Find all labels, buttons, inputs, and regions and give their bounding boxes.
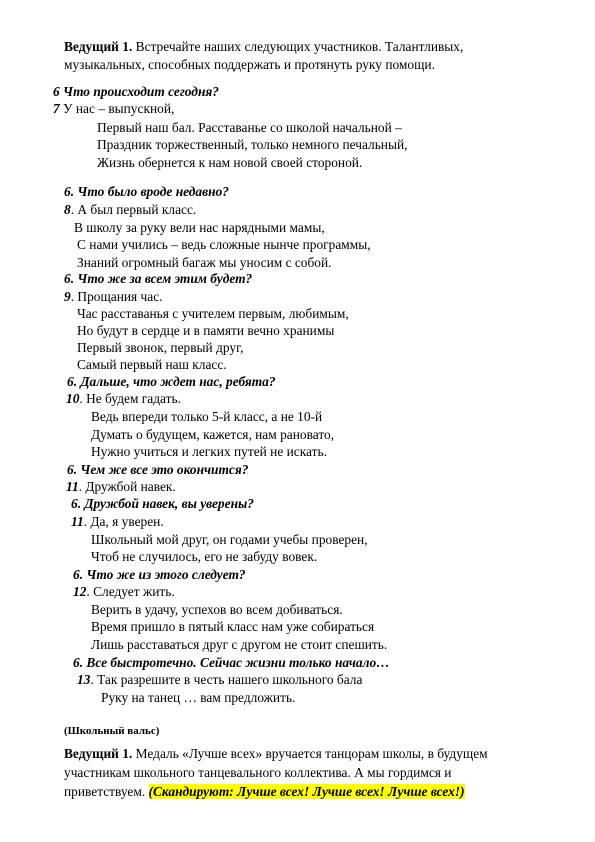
verse-line: Знаний огромный багаж мы уносим с собой. (77, 255, 332, 270)
answer-text: . Так разрешите в честь нашего школьного бала (90, 672, 363, 687)
answer-text: У нас – выпускной, (59, 101, 175, 116)
verse-line: Самый первый наш класс. (77, 357, 227, 372)
answer-text: . Не будем гадать. (79, 391, 181, 406)
speaker-label: Ведущий 1. (64, 39, 133, 54)
outro-text-1: Медаль «Лучше всех» вручается танцорам школы, в будущем (132, 746, 488, 761)
question-line: 6. Дружбой навек, вы уверены? (71, 496, 254, 511)
intro-text-2: музыкальных, способных поддержать и протянуть руку помощи. (64, 57, 435, 72)
answer-number: 7 (53, 101, 60, 116)
chant-highlight: (Скандируют: Лучше всех! Лучше всех! Лучше всех!) (148, 784, 465, 799)
question-line: 6. Что было вроде недавно? (64, 184, 229, 199)
question-line: 6. Все быстротечно. Сейчас жизни только начало… (73, 655, 390, 670)
answer-text: . Прощания час. (70, 289, 163, 304)
verse-line: Но будут в сердце и в памяти вечно хранимы (77, 323, 335, 338)
answer-line (66, 478, 176, 495)
question-line: 6. Что же за всем этим будет? (64, 271, 253, 286)
answer-text: . Дружбой навек. (78, 479, 176, 494)
answer-line (66, 390, 181, 407)
intro-text-1: Встречайте наших следующих участников. Талантливых, (132, 39, 464, 54)
answer-number: 9 (64, 289, 71, 304)
answer-text: . А был первый класс. (70, 202, 197, 217)
verse-line: В школу за руку вели нас нарядными мамы, (74, 220, 325, 235)
verse-line: Время пришло в пятый класс нам уже собираться (91, 619, 375, 634)
verse-line: С нами учились – ведь сложные нынче программы, (77, 237, 371, 252)
verse-line: Лишь расставаться друг с другом не стоит спешить. (91, 637, 388, 652)
verse-line: Жизнь обернется к нам новой своей стороной. (97, 155, 363, 170)
verse-line: Первый звонок, первый друг, (77, 340, 244, 355)
answer-number: 13 (77, 672, 91, 687)
answer-line (73, 583, 175, 600)
stage-direction: (Школьный вальс) (64, 725, 160, 737)
question-line (53, 83, 219, 100)
verse-line: Нужно учиться и легких путей не искать. (91, 444, 327, 459)
answer-text: . Следует жить. (86, 584, 175, 599)
answer-text: . Да, я уверен. (83, 514, 164, 529)
question-line: 6. Что же из этого следует? (73, 567, 246, 582)
outro-text-3: приветствуем. (64, 784, 149, 799)
answer-number: 11 (66, 479, 79, 494)
speaker-label: Ведущий 1. (64, 746, 133, 761)
outro-line-1 (64, 745, 488, 762)
verse-line: Первый наш бал. Расставанье со школой начальной – (97, 120, 402, 135)
verse-line: Верить в удачу, успехов во всем добиваться. (91, 602, 343, 617)
answer-line (53, 100, 174, 117)
verse-line: Думать о будущем, кажется, нам рановато, (91, 427, 335, 442)
intro-line-1 (64, 38, 463, 55)
verse-line: Праздник торжественный, только немного печальный, (97, 137, 408, 152)
answer-number: 10 (66, 391, 80, 406)
answer-line (64, 201, 196, 218)
question-number: 6 (53, 84, 60, 99)
answer-number: 12 (73, 584, 87, 599)
verse-line: Руку на танец … вам предложить. (101, 690, 296, 705)
verse-line: Час расставанья с учителем первым, любимым, (77, 306, 349, 321)
answer-number: 8 (64, 202, 71, 217)
verse-line: Ведь впереди только 5-й класс, а не 10-й (91, 409, 323, 424)
verse-line: Школьный мой друг, он годами учебы проверен, (91, 532, 368, 547)
answer-number: 11 (71, 514, 84, 529)
question-text: Что происходит сегодня? (59, 84, 219, 99)
answer-line (71, 513, 164, 530)
question-line: 6. Чем же все это окончится? (67, 462, 249, 477)
outro-line-3 (64, 783, 465, 800)
answer-line (77, 671, 362, 688)
question-line: 6. Дальше, что ждет нас, ребята? (67, 374, 276, 389)
answer-line (64, 288, 163, 305)
outro-text-2: участникам школьного танцевального коллектива. А мы гордимся и (64, 765, 452, 780)
verse-line: Чтоб не случилось, его не забуду вовек. (91, 549, 318, 564)
